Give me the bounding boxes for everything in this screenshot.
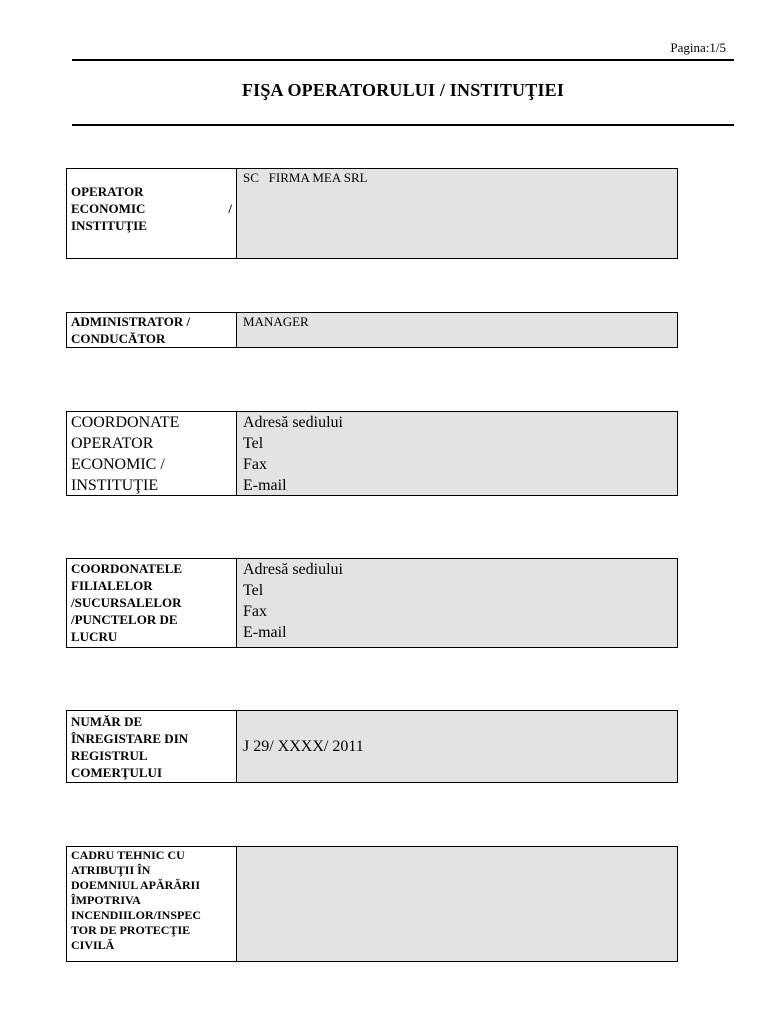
registru-label-line: NUMĂR DE xyxy=(71,713,143,729)
registru-value[interactable] xyxy=(237,711,677,782)
coordonate-label-line: ECONOMIC / xyxy=(71,456,165,473)
cadru-block xyxy=(66,846,678,962)
registration-number: J 29/ XXXX/ 2011 xyxy=(243,738,364,755)
address-field: Adresă sediului xyxy=(243,414,343,431)
registru-label-line: REGISTRUL xyxy=(71,747,148,763)
coordonate-label-line: INSTITUŢIE xyxy=(71,477,159,494)
filiale-label-line: /SUCURSALELOR xyxy=(71,595,182,610)
filiale-block xyxy=(66,558,678,648)
administrator-name: MANAGER xyxy=(243,314,309,329)
coordonate-block xyxy=(66,411,678,496)
administrator-block xyxy=(66,312,678,348)
address-field: Adresă sediului xyxy=(243,561,343,578)
fax-field: Fax xyxy=(243,603,267,620)
filiale-value[interactable] xyxy=(237,559,677,647)
administrator-label xyxy=(67,313,237,347)
page-number: Pagina:1/5 xyxy=(670,40,726,55)
filiale-label-line: /PUNCTELOR DE xyxy=(71,612,178,627)
cadru-label-line: CIVILĂ xyxy=(71,938,115,952)
page-title: FIŞA OPERATORULUI / INSTITUŢIEI xyxy=(241,80,565,100)
coordonate-label-line: COORDONATE xyxy=(71,414,180,431)
filiale-label xyxy=(67,559,237,647)
coordonate-value[interactable] xyxy=(237,412,677,495)
registru-label-line: COMERŢULUI xyxy=(71,764,163,780)
administrator-value[interactable] xyxy=(237,313,677,347)
fax-field: Fax xyxy=(243,456,267,473)
registru-label xyxy=(67,711,237,782)
filiale-label-line: COORDONATELE xyxy=(71,561,182,576)
administrator-label-line: ADMINISTRATOR / xyxy=(71,314,191,329)
operator-name: SC FIRMA MEA SRL xyxy=(243,170,368,185)
email-field: E-mail xyxy=(243,477,287,494)
operator-label-line: OPERATOR xyxy=(71,184,144,199)
operator-label xyxy=(67,169,237,258)
cadru-label-line: INCENDIILOR/INSPEC xyxy=(71,908,202,922)
operator-label-slash: / xyxy=(228,201,232,216)
coordonate-label-line: OPERATOR xyxy=(71,435,154,452)
registru-label-line: ÎNREGISTARE DIN xyxy=(71,730,189,746)
email-field: E-mail xyxy=(243,624,287,641)
tel-field: Tel xyxy=(243,582,264,599)
cadru-label-line: DOEMNIUL APĂRĂRII xyxy=(71,878,201,892)
operator-label-line: ECONOMIC xyxy=(71,201,146,216)
filiale-label-line: LUCRU xyxy=(71,629,118,644)
filiale-label-line: FILIALELOR xyxy=(71,578,153,593)
cadru-label-line: ATRIBUŢII ÎN xyxy=(71,863,151,877)
cadru-label xyxy=(67,847,237,961)
registru-block xyxy=(66,710,678,783)
cadru-label-line: TOR DE PROTECŢIE xyxy=(71,923,191,937)
tel-field: Tel xyxy=(243,435,264,452)
bottom-rule xyxy=(72,124,734,126)
cadru-label-line: ÎMPOTRIVA xyxy=(71,893,141,907)
cadru-label-line: CADRU TEHNIC CU xyxy=(71,848,185,862)
administrator-label-line: CONDUCĂTOR xyxy=(71,331,166,346)
cadru-value[interactable] xyxy=(237,847,677,961)
operator-block xyxy=(66,168,678,259)
operator-label-line: INSTITUŢIE xyxy=(71,218,147,233)
operator-value[interactable] xyxy=(237,169,677,258)
operator-label-row xyxy=(71,200,232,217)
coordonate-label xyxy=(67,412,237,495)
top-rule xyxy=(72,59,734,61)
